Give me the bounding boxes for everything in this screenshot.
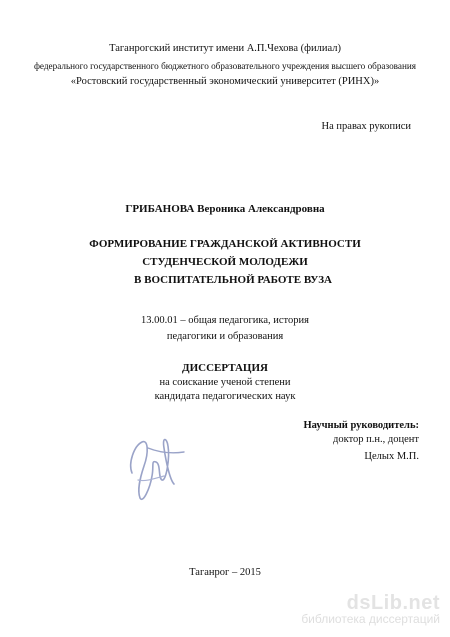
title-line-2: СТУДЕНЧЕСКОЙ МОЛОДЕЖИ <box>142 256 308 268</box>
specialty-line-2: педагогики и образования <box>166 331 284 342</box>
watermark-logo: dsLib.net <box>346 592 440 614</box>
dissertation-label: ДИССЕРТАЦИЯ <box>182 362 268 374</box>
supervisor-name: Целых М.П. <box>364 451 419 462</box>
handwritten-signature <box>118 418 193 513</box>
title-line-1: ФОРМИРОВАНИЕ ГРАЖДАНСКОЙ АКТИВНОСТИ <box>89 238 361 250</box>
degree-line-2: кандидата педагогических наук <box>154 391 296 402</box>
author-name: ГРИБАНОВА Вероника Александровна <box>125 203 325 215</box>
supervisor-degree: доктор п.н., доцент <box>333 434 419 445</box>
specialty-line-1: 13.00.01 – общая педагогика, история <box>141 315 309 326</box>
degree-line-1: на соискание ученой степени <box>159 377 291 388</box>
title-line-3: В ВОСПИТАТЕЛЬНОЙ РАБОТЕ ВУЗА <box>134 274 332 286</box>
dslib-watermark[interactable] <box>280 592 440 626</box>
institute-name: Таганрогский институт имени А.П.Чехова (филиал) <box>109 43 341 54</box>
city-and-year: Таганрог – 2015 <box>189 567 261 578</box>
supervisor-label: Научный руководитель: <box>303 420 419 431</box>
federal-institution-line: федерального государственного бюджетного образовательного учреждения высшего образования <box>33 61 417 71</box>
university-name: «Ростовский государственный экономический университет (РИНХ)» <box>70 76 380 87</box>
watermark-caption: библиотека диссертаций <box>301 612 440 626</box>
manuscript-rights: На правах рукописи <box>321 121 411 132</box>
